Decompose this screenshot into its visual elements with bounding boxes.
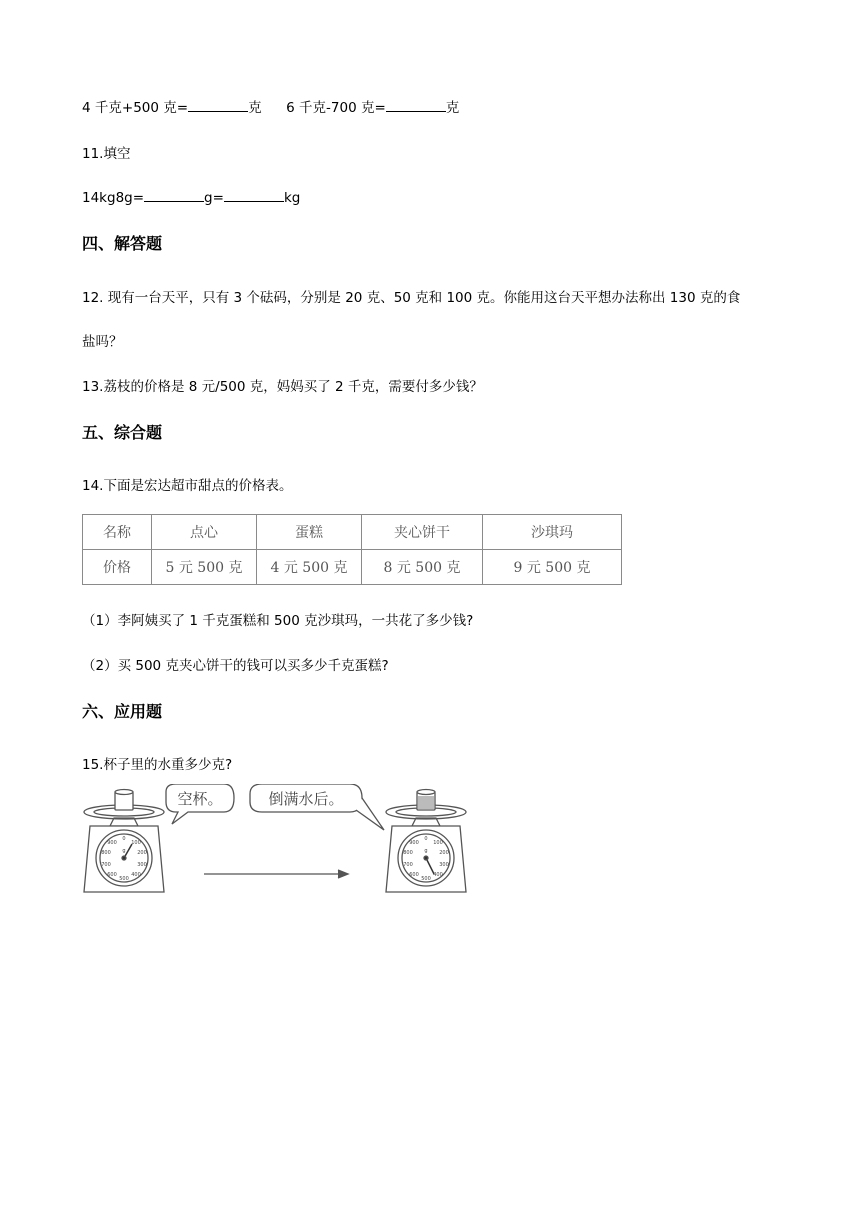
dial-label-left: 0 bbox=[122, 836, 126, 842]
dial-label-right: 800 bbox=[403, 850, 413, 856]
q14-sub1: （1）李阿姨买了 1 千克蛋糕和 500 克沙琪玛，一共花了多少钱? bbox=[82, 613, 474, 629]
q11-blank2[interactable] bbox=[224, 187, 284, 202]
table-cell: 夹心饼干 bbox=[362, 515, 483, 550]
q12-line2: 盐吗？ bbox=[82, 334, 123, 350]
q11-blank1[interactable] bbox=[144, 187, 204, 202]
dial-label-right: 300 bbox=[439, 862, 449, 868]
table-cell: 价格 bbox=[83, 550, 152, 585]
q11-mid: g= bbox=[204, 190, 224, 206]
table-cell: 点心 bbox=[152, 515, 257, 550]
q12-line1: 12. 现有一台天平，只有 3 个砝码，分别是 20 克、50 克和 100 克。你能用这台天平想办法称出 130 克的食 bbox=[82, 290, 741, 306]
dial-label-left: 700 bbox=[101, 862, 111, 868]
dial-label-right: 100 bbox=[433, 840, 443, 846]
dial-label-left: 400 bbox=[131, 872, 141, 878]
price-table bbox=[82, 514, 622, 585]
q10-blank1[interactable] bbox=[188, 97, 248, 112]
bubble-full-text: 倒满水后。 bbox=[268, 790, 344, 808]
q10-line bbox=[82, 96, 459, 116]
arrow-right-icon bbox=[204, 870, 348, 878]
dial-label-left: 800 bbox=[101, 850, 111, 856]
q14-intro: 14.下面是宏达超市甜点的价格表。 bbox=[82, 478, 293, 494]
dial-unit-right: g bbox=[424, 848, 428, 854]
q10-expr1: 4 千克+500 克= bbox=[82, 100, 189, 116]
q10-unit1: 克 bbox=[248, 100, 262, 116]
q11-expr: 14kg8g= bbox=[82, 190, 145, 206]
q13-text: 13.荔枝的价格是 8 元/500 克，妈妈买了 2 千克，需要付多少钱？ bbox=[82, 379, 483, 395]
price-table-header-row bbox=[83, 515, 622, 550]
section6-heading: 六、应用题 bbox=[82, 702, 163, 721]
dial-label-right: 400 bbox=[433, 872, 443, 878]
dial-label-left: 900 bbox=[107, 840, 117, 846]
q10-unit2: 克 bbox=[445, 100, 460, 116]
dial-label-left: 100 bbox=[131, 840, 141, 846]
q10-blank2[interactable] bbox=[386, 97, 446, 112]
table-cell: 8 元 500 克 bbox=[362, 550, 483, 585]
dial-label-left: 600 bbox=[107, 872, 117, 878]
dial-label-right: 200 bbox=[439, 850, 449, 856]
q10-expr2: 6 千克-700 克= bbox=[286, 100, 386, 116]
section4-heading: 四、解答题 bbox=[82, 234, 163, 253]
table-cell: 9 元 500 克 bbox=[483, 550, 622, 585]
table-cell: 沙琪玛 bbox=[483, 515, 622, 550]
table-cell: 5 元 500 克 bbox=[152, 550, 257, 585]
dial-label-left: 200 bbox=[137, 850, 147, 856]
dial-label-right: 0 bbox=[424, 836, 428, 842]
dial-label-right: 500 bbox=[421, 876, 431, 882]
q11-line bbox=[82, 187, 300, 206]
bubble-empty-text: 空杯。 bbox=[177, 790, 223, 808]
dial-label-right: 900 bbox=[409, 840, 419, 846]
dial-label-left: 500 bbox=[119, 876, 129, 882]
q11-title: 11.填空 bbox=[82, 146, 131, 162]
q14-sub2: （2）买 500 克夹心饼干的钱可以买多少千克蛋糕? bbox=[82, 658, 389, 674]
scale-illustration bbox=[80, 784, 470, 896]
table-cell: 4 元 500 克 bbox=[257, 550, 362, 585]
q11-end: kg bbox=[283, 190, 301, 206]
dial-label-left: 300 bbox=[137, 862, 147, 868]
dial-unit-left: g bbox=[122, 848, 126, 854]
price-table-row bbox=[83, 550, 622, 585]
section5-heading: 五、综合题 bbox=[82, 423, 163, 442]
dial-label-right: 700 bbox=[403, 862, 413, 868]
dial-label-right: 600 bbox=[409, 872, 419, 878]
q15-text: 15.杯子里的水重多少克? bbox=[82, 757, 233, 773]
table-cell: 蛋糕 bbox=[257, 515, 362, 550]
table-cell: 名称 bbox=[83, 515, 152, 550]
